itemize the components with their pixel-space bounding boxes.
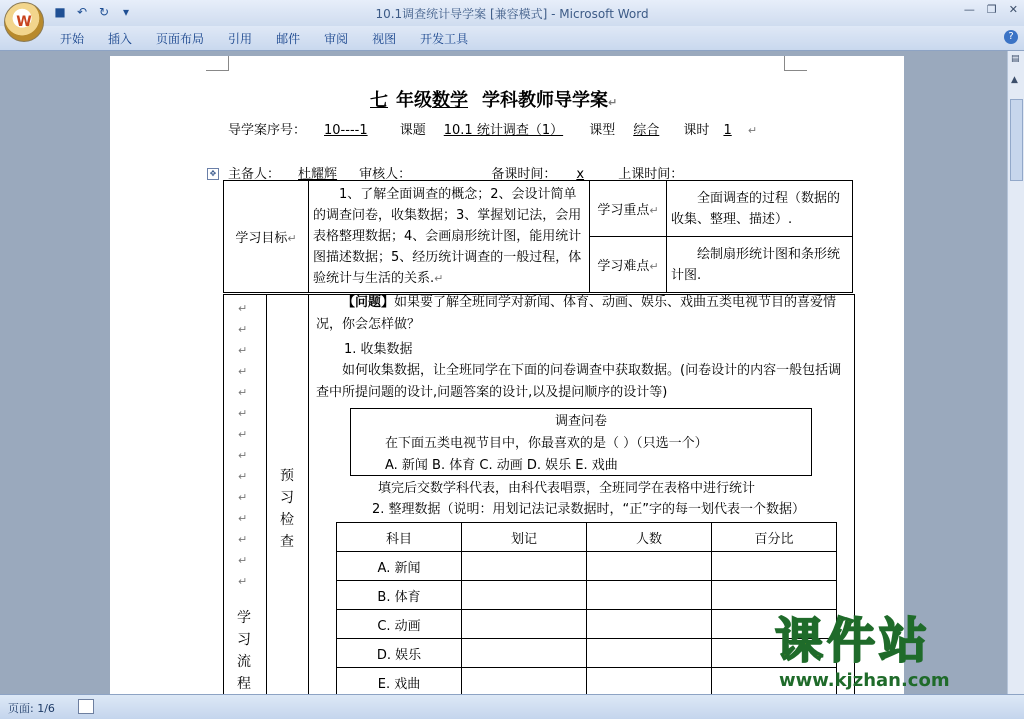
table-cell[interactable]	[462, 668, 587, 695]
table-row-label: A. 新闻	[337, 552, 462, 581]
page[interactable]	[110, 56, 904, 694]
office-button[interactable]	[4, 2, 44, 42]
paragraph-mark-icon: ↵	[747, 124, 758, 137]
table-cell[interactable]	[462, 610, 587, 639]
author-value: 杜耀辉	[298, 167, 338, 182]
goals-text: 1、了解全面调查的概念；2、会设计简单的调查问卷，收集数据；3、掌握划记法，会用表格整理数据；4、会画扇形统计图，能用统计图描述数据；5、经历统计调查的一般过程，体验统计与生活的关系.	[313, 187, 582, 286]
tab-review[interactable]: 审阅	[324, 32, 349, 46]
goals-label: 学习目标	[235, 231, 288, 246]
table-header-cell: 划记	[462, 523, 587, 552]
watermark-brand: 课件站	[775, 613, 932, 669]
table-row	[337, 581, 837, 610]
author-label: 主备人：	[228, 167, 281, 182]
page-counter[interactable]: 页面: 1/6	[8, 702, 55, 715]
meta-row-1	[228, 119, 757, 138]
crop-mark	[784, 56, 807, 71]
type-value: 综合	[633, 123, 660, 138]
table-cell[interactable]	[587, 668, 712, 695]
tab-references[interactable]: 引用	[228, 32, 253, 46]
survey-question: 在下面五类电视节目中，你最喜欢的是（ ）（只选一个）	[385, 436, 708, 451]
key-label-cell: 学习重点↵	[590, 181, 667, 237]
window-title: 10.1调查统计导学案 [兼容模式] - Microsoft Word	[375, 7, 649, 21]
minimize-icon[interactable]: —	[963, 3, 975, 16]
key-text: 全面调查的过程（数据的收集、整理、描述）.	[671, 190, 841, 227]
table-row	[337, 610, 837, 639]
inner-label-column	[266, 295, 309, 694]
heading-rest: 学科教师导学案	[482, 90, 608, 111]
proofing-icon[interactable]	[78, 699, 94, 714]
table-row-label: D. 娱乐	[337, 639, 462, 668]
tab-mailings[interactable]: 邮件	[276, 32, 301, 46]
tab-insert[interactable]: 插入	[108, 32, 133, 46]
topic-value: 10.1 统计调查（1）	[443, 123, 564, 138]
table-header-cell: 科目	[337, 523, 462, 552]
table-row-label: E. 戏曲	[337, 668, 462, 695]
title-bar	[0, 0, 1024, 26]
table-move-icon[interactable]: ✥	[207, 168, 219, 180]
document-area	[0, 51, 1008, 694]
diff-label: 学习难点	[597, 259, 650, 274]
table-cell[interactable]	[712, 581, 837, 610]
prep-label: 备课时间：	[491, 167, 557, 182]
key-label: 学习重点	[597, 203, 650, 218]
scroll-up-icon[interactable]: ▲	[1011, 75, 1018, 85]
step1: 1. 收集数据	[344, 342, 413, 357]
ruler-toggle-icon[interactable]: ▤	[1011, 54, 1020, 64]
heading-grade-suffix: 年级	[396, 90, 432, 111]
diff-label-cell: 学习难点↵	[590, 237, 667, 293]
table-row	[337, 639, 837, 668]
reviewer-label: 审核人：	[359, 167, 412, 182]
tally-note: 填完后交数学科代表，由科代表唱票，全班同学在表格中进行统计	[378, 481, 756, 496]
key-text-cell	[667, 181, 853, 237]
collect-para: 如何收集数据，让全班同学在下面的问卷调查中获取数据。(问卷设计的内容一般包括调查中所提问题的设计,问题答案的设计,以及提问顺序的设计等)	[316, 363, 842, 400]
goals-table	[223, 180, 853, 293]
inner-label: 预习检查	[280, 468, 294, 550]
watermark	[775, 612, 1015, 694]
watermark-url: www.kjzhan.com	[779, 670, 950, 691]
survey-options: A. 新闻 B. 体育 C. 动画 D. 娱乐 E. 戏曲	[385, 458, 618, 473]
tab-home[interactable]: 开始	[60, 32, 85, 46]
prep-value: x	[576, 167, 585, 182]
survey-box	[350, 408, 812, 476]
goals-label-cell: 学习目标↵	[224, 181, 309, 293]
vertical-scrollbar[interactable]	[1007, 51, 1024, 694]
table-header-row	[337, 523, 837, 552]
hours-value: 1	[723, 123, 732, 138]
class-time-label: 上课时间：	[618, 167, 684, 182]
redo-icon[interactable]: ↻	[98, 5, 110, 19]
hours-label: 课时	[683, 123, 710, 138]
tab-developer[interactable]: 开发工具	[420, 32, 469, 46]
question-tag: 【问题】	[342, 295, 395, 310]
ribbon	[0, 26, 1024, 51]
status-bar	[0, 694, 1024, 719]
table-cell[interactable]	[712, 552, 837, 581]
paragraph-mark-icon: ↵	[608, 96, 618, 109]
table-row	[337, 552, 837, 581]
seq-value: 10----1	[324, 123, 368, 138]
help-icon[interactable]: ?	[1004, 30, 1018, 44]
goals-text-cell: 1、了解全面调查的概念；2、会设计简单的调查问卷，收集数据；3、掌握划记法，会用表格整理数据；4、会画扇形统计图，能用统计图描述数据；5、经历统计调查的一般过程，体验统计与生活的关系.↵	[309, 181, 590, 293]
close-icon[interactable]: ✕	[1008, 3, 1018, 16]
table-row-label: B. 体育	[337, 581, 462, 610]
table-header-cell: 百分比	[712, 523, 837, 552]
question-para	[316, 292, 846, 336]
table-row	[337, 668, 837, 695]
restore-icon[interactable]: ❐	[986, 3, 997, 16]
table-cell[interactable]	[462, 581, 587, 610]
table-header-cell: 人数	[587, 523, 712, 552]
outer-label-column	[224, 295, 267, 694]
tab-page-layout[interactable]: 页面布局	[156, 32, 205, 46]
tab-view[interactable]: 视图	[372, 32, 397, 46]
heading-grade: 七	[370, 90, 388, 111]
table-cell[interactable]	[587, 639, 712, 668]
heading-subject: 数学	[432, 90, 468, 111]
table-cell[interactable]	[462, 639, 587, 668]
seq-label: 导学案序号：	[228, 123, 307, 138]
save-icon[interactable]: ■	[54, 5, 66, 19]
undo-icon[interactable]: ↶	[76, 5, 88, 19]
survey-title: 调查问卷	[554, 414, 607, 429]
diff-text: 绘制扇形统计图和条形统计图.	[671, 246, 841, 283]
table-cell[interactable]	[462, 552, 587, 581]
question-text: 如果要了解全班同学对新闻、体育、动画、娱乐、戏曲五类电视节目的喜爱情况，你会怎样做？	[316, 295, 837, 332]
type-label: 课型	[589, 123, 616, 138]
topic-label: 课题	[399, 123, 426, 138]
scrollbar-thumb[interactable]	[1010, 99, 1023, 181]
tally-table	[336, 522, 837, 694]
crop-mark	[206, 56, 229, 71]
table-cell[interactable]	[587, 552, 712, 581]
outer-label: 学习流程	[237, 610, 251, 692]
paragraph-marks: ↵ ↵ ↵ ↵ ↵ ↵ ↵ ↵ ↵ ↵ ↵ ↵ ↵ ↵	[238, 302, 248, 588]
customize-qat-icon[interactable]: ▾	[122, 5, 130, 19]
table-row-label: C. 动画	[337, 610, 462, 639]
table-cell[interactable]	[587, 581, 712, 610]
office-logo-icon: W	[16, 14, 32, 30]
diff-text-cell	[667, 237, 853, 293]
step2: 2. 整理数据（说明：用划记法记录数据时，“正”字的每一划代表一个数据）	[372, 502, 806, 517]
page-heading	[362, 86, 617, 112]
table-cell[interactable]	[587, 610, 712, 639]
